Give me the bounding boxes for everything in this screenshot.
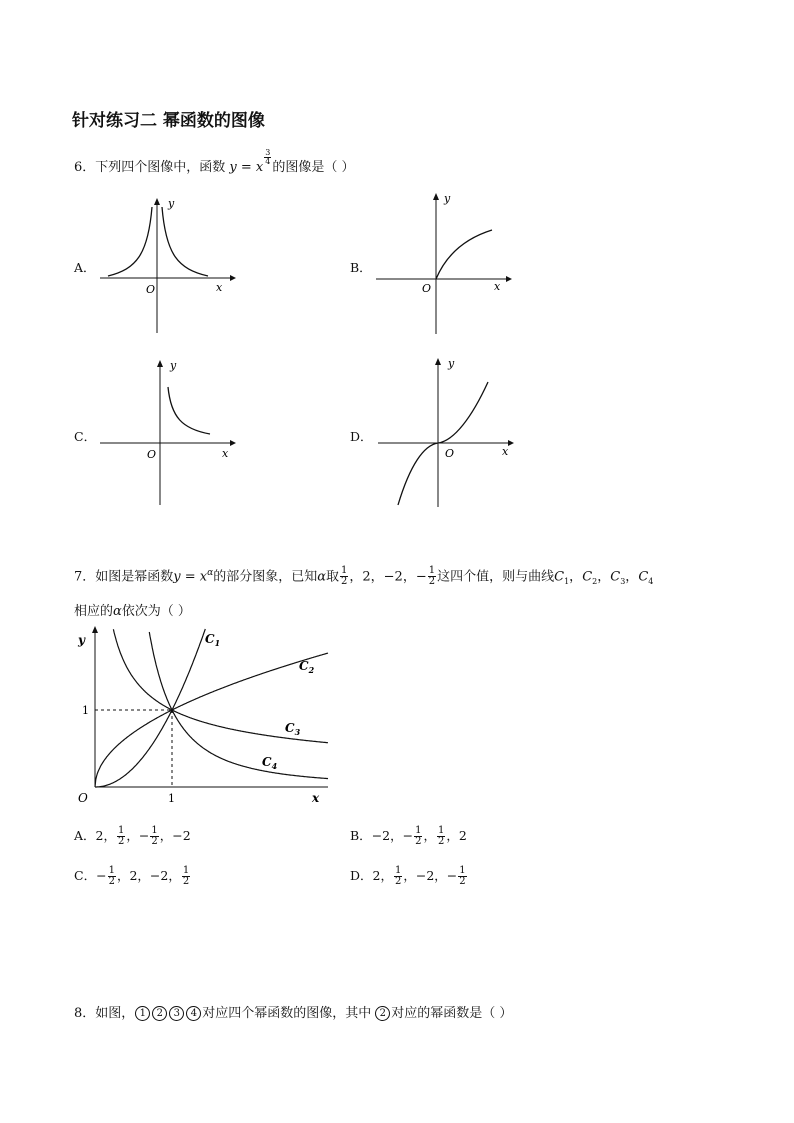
curve-right bbox=[162, 207, 208, 276]
q7-option-b-t1: −2，− bbox=[371, 828, 414, 843]
q7-c2-sub: 2 bbox=[592, 576, 598, 586]
q6-option-a-label[interactable]: A． bbox=[74, 260, 96, 275]
y-label: y bbox=[448, 357, 455, 370]
origin-label: O bbox=[147, 448, 157, 461]
q7-function: y = x bbox=[173, 569, 208, 585]
q7-option-b-t3: ，2 bbox=[446, 828, 467, 843]
circled-number-4-icon: 4 bbox=[186, 1006, 201, 1021]
q7-c1: C bbox=[554, 569, 565, 585]
circled-number-2-ref-icon: 2 bbox=[375, 1006, 390, 1021]
section-title: 针对练习二 幂函数的图像 bbox=[72, 111, 265, 131]
y-label: y bbox=[170, 359, 177, 372]
q7-option-b[interactable] bbox=[350, 826, 467, 847]
q7-line2-prefix: 相应的 bbox=[74, 604, 114, 619]
q6-suffix: 的图像是（ ） bbox=[272, 160, 355, 175]
q6-graph-d[interactable] bbox=[374, 355, 519, 510]
y-axis-arrow-icon bbox=[435, 358, 441, 365]
q7-fraction-half: $\frac{1}{2}$ bbox=[341, 565, 348, 588]
curve-c4 bbox=[149, 632, 328, 779]
q6-option-d-label[interactable]: D． bbox=[350, 429, 373, 444]
q6-graph-b[interactable] bbox=[372, 190, 517, 338]
q7-mid: 的部分图象，已知 bbox=[213, 569, 318, 585]
q7-option-a-t3: ，−2 bbox=[159, 828, 191, 843]
q7-option-c-label: C． bbox=[74, 868, 97, 883]
curve-left bbox=[108, 207, 152, 276]
label-c4: $C_4$ bbox=[262, 755, 278, 771]
q7-option-d-label: D． bbox=[350, 868, 373, 883]
fraction-half: $\frac{1}{2}$ bbox=[108, 865, 115, 887]
origin-label: O bbox=[78, 791, 88, 805]
q7-minus: − bbox=[415, 569, 427, 585]
q7-prefix: 7．如图是幂函数 bbox=[74, 569, 174, 585]
q7-option-a-label: A． bbox=[74, 828, 96, 843]
tick-y-one: 1 bbox=[82, 704, 89, 717]
q7-function-exponent: α bbox=[207, 568, 214, 578]
fraction-half: $\frac{1}{2}$ bbox=[459, 865, 466, 887]
q7-option-a[interactable] bbox=[74, 826, 191, 847]
origin-label: O bbox=[445, 447, 455, 460]
q7-c3-sub: 3 bbox=[620, 576, 626, 586]
q7-option-a-t1: 2， bbox=[95, 828, 116, 843]
q6-function: y = x bbox=[229, 160, 264, 175]
q7-option-b-t2: ， bbox=[423, 828, 436, 843]
fraction-half: $\frac{1}{2}$ bbox=[151, 825, 158, 847]
x-label: x bbox=[216, 281, 223, 294]
label-c1: $C_1$ bbox=[205, 632, 221, 648]
q7-option-b-label: B． bbox=[350, 828, 372, 843]
fraction-half: $\frac{1}{2}$ bbox=[394, 865, 402, 887]
x-label: x bbox=[312, 791, 320, 805]
circled-number-1-icon: 1 bbox=[135, 1006, 150, 1021]
q7-option-a-t2: ，− bbox=[126, 828, 150, 843]
q7-option-c-t1: − bbox=[96, 868, 107, 883]
q7-fraction-neg-half: $\frac{1}{2}$ bbox=[428, 565, 436, 588]
y-axis-arrow-icon bbox=[433, 193, 439, 200]
q7-c4: C bbox=[638, 569, 649, 585]
label-c2: $C_2$ bbox=[299, 659, 315, 675]
y-label: y bbox=[444, 192, 451, 205]
question-7-stem-line1: 7．如图是幂函数$y = x^\alpha$的部分图象，已知α取 $\frac{1}{2}$ ，2，−2，− $\frac{1}{2}$ 这四个值，则与曲线$C_1$，$C_2$，$C_3$，$C_4$ bbox=[74, 565, 654, 588]
q7-c3: C bbox=[610, 569, 621, 585]
y-axis-arrow-icon bbox=[154, 198, 160, 205]
q7-c2: C bbox=[582, 569, 593, 585]
origin-label: O bbox=[146, 283, 156, 296]
q7-option-d[interactable] bbox=[350, 866, 468, 887]
question-8-stem bbox=[74, 1002, 512, 1021]
x-axis-arrow-icon bbox=[506, 276, 512, 282]
label-c3: $C_3$ bbox=[285, 721, 301, 737]
x-axis-arrow-icon bbox=[508, 440, 514, 446]
q7-alpha: α bbox=[317, 569, 326, 585]
q7-option-c[interactable] bbox=[74, 866, 191, 887]
y-label: y bbox=[78, 633, 85, 647]
q7-tail: 这四个值，则与曲线 bbox=[437, 569, 555, 585]
q8-suffix: 对应的幂函数是（ ） bbox=[391, 1006, 513, 1021]
fraction-half: $\frac{1}{2}$ bbox=[415, 825, 422, 847]
fraction-half: $\frac{1}{2}$ bbox=[182, 865, 190, 887]
q6-prefix: 6．下列四个图像中，函数 bbox=[74, 160, 226, 175]
q7-take: 取 bbox=[326, 569, 340, 585]
x-label: x bbox=[222, 447, 229, 460]
fraction-half: $\frac{1}{2}$ bbox=[117, 825, 125, 847]
q7-option-c-t2: ，2，−2， bbox=[116, 868, 181, 883]
question-6-stem bbox=[74, 149, 355, 175]
q7-line2-suffix: 依次为（ ） bbox=[121, 604, 191, 619]
q8-prefix: 8．如图， bbox=[74, 1006, 135, 1021]
q7-values: ，2，−2， bbox=[349, 569, 416, 585]
q7-graph[interactable] bbox=[72, 622, 337, 807]
q7-option-d-t2: ，−2，− bbox=[403, 868, 458, 883]
q6-exponent: $\frac{3}{4}$ bbox=[265, 148, 271, 166]
q6-option-c-label[interactable]: C． bbox=[74, 429, 97, 444]
q7-option-d-t1: 2， bbox=[372, 868, 393, 883]
q7-c1-sub: 1 bbox=[564, 576, 570, 586]
y-axis-arrow-icon bbox=[92, 626, 98, 633]
q8-mid: 对应四个幂函数的图像，其中 bbox=[202, 1006, 372, 1021]
question-7-stem-line2 bbox=[74, 600, 191, 619]
circled-number-3-icon: 3 bbox=[169, 1006, 184, 1021]
curve bbox=[436, 230, 492, 279]
circled-number-2-icon: 2 bbox=[152, 1006, 167, 1021]
curve-c1 bbox=[95, 629, 205, 787]
x-label: x bbox=[502, 445, 509, 458]
x-axis-arrow-icon bbox=[230, 440, 236, 446]
q6-option-b-label[interactable]: B． bbox=[350, 260, 372, 275]
x-label: x bbox=[494, 280, 501, 293]
origin-label: O bbox=[422, 282, 432, 295]
q6-graph-c[interactable] bbox=[96, 357, 241, 507]
tick-x-one: 1 bbox=[168, 792, 175, 805]
q7-c4-sub: 4 bbox=[648, 576, 654, 586]
y-label: y bbox=[168, 197, 175, 210]
y-axis-arrow-icon bbox=[157, 360, 163, 367]
q6-graph-a[interactable] bbox=[96, 195, 241, 340]
x-axis-arrow-icon bbox=[230, 275, 236, 281]
curve-c3 bbox=[113, 629, 328, 742]
fraction-half: $\frac{1}{2}$ bbox=[437, 825, 445, 847]
curve bbox=[168, 387, 210, 434]
q7-alpha-2: α bbox=[113, 604, 122, 619]
